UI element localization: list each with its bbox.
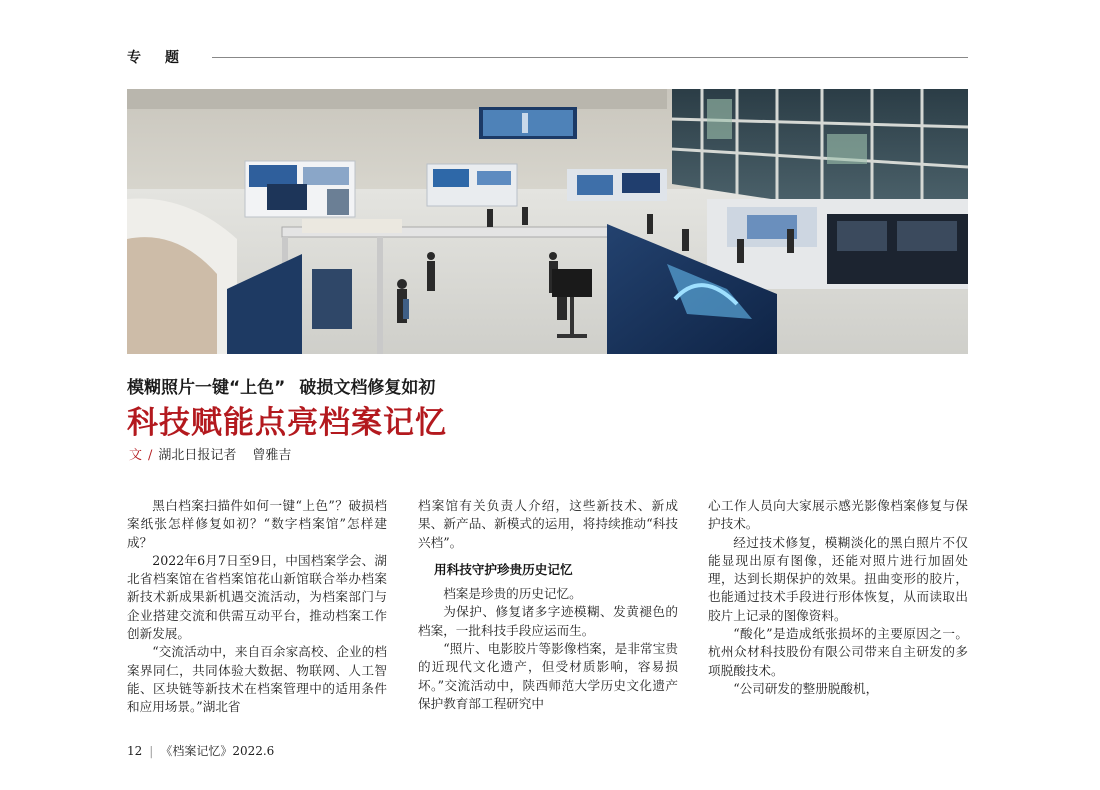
paragraph: 心工作人员向大家展示感光影像档案修复与保护技术。 — [708, 498, 968, 532]
page-number: 12 — [127, 744, 143, 758]
paragraph: 2022年6月7日至9日，中国档案学会、湖北省档案馆在省档案馆花山新馆联合举办档案新技术新成果新机遇交流活动，为档案部门与企业搭建交流和供需互动平台，推动档案工作创新发展。 — [127, 552, 387, 642]
paragraph: “酸化”是造成纸张损坏的主要原因之一。杭州众材科技股份有限公司带来自主研发的多项脱酸技术。 — [708, 626, 968, 678]
subtitle-part2: 破损文档修复如初 — [299, 378, 436, 398]
section-subhead: 用科技守护珍贵历史记忆 — [434, 561, 573, 577]
journal-issue: 《档案记忆》2022.6 — [160, 744, 275, 758]
byline-wen: 文 — [129, 448, 143, 463]
text-column-3 — [708, 497, 968, 732]
header-rule — [212, 57, 968, 58]
paragraph: “公司研发的整册脱酸机， — [733, 680, 879, 696]
article-title: 科技赋能点亮档案记忆 — [127, 405, 447, 441]
byline-author: 曾雅吉 — [252, 448, 292, 463]
footer-separator: | — [149, 744, 154, 758]
page-footer — [127, 742, 274, 759]
byline — [129, 444, 291, 463]
paragraph: 为保护、修复诸多字迹模糊、发黄褪色的档案，一批科技手段应运而生。 — [418, 604, 678, 638]
paragraph: 经过技术修复，模糊淡化的黑白照片不仅能显现出原有图像，还能对照片进行加固处理，达到长期保护的效果。扭曲变形的胶片，也能通过技术手段进行形体恢复，从而读取出胶片上记录的图像资料。 — [708, 534, 968, 623]
byline-slash: / — [148, 448, 153, 463]
paragraph: “照片、电影胶片等影像档案，是非常宝贵的近现代文化遗产，但受材质影响，容易损坏。”交流活动中，陕西师范大学历史文化遗产保护教育部工程研究中 — [418, 641, 678, 711]
article-subtitle — [127, 373, 435, 398]
section-header-label: 专题 — [127, 50, 203, 66]
paragraph: “交流活动中，来自百余家高校、企业的档案界同仁，共同体验大数据、物联网、人工智能、区块链等新技术在档案管理中的适用条件和应用场景。”湖北省 — [127, 644, 387, 715]
paragraph: 档案馆有关负责人介绍，这些新技术、新成果、新产品、新模式的运用，将持续推动“科技兴档”。 — [418, 498, 678, 550]
text-column-1 — [127, 497, 387, 732]
subtitle-part1: 模糊照片一键“上色” — [127, 378, 286, 398]
byline-source: 湖北日报记者 — [158, 448, 237, 463]
paragraph: 黑白档案扫描件如何一键“上色”？破损档案纸张怎样修复如初？“数字档案馆”怎样建成？ — [127, 498, 387, 550]
exhibition-hall-photo — [127, 89, 968, 354]
text-column-2 — [418, 497, 678, 732]
paragraph: 档案是珍贵的历史记忆。 — [443, 586, 582, 602]
